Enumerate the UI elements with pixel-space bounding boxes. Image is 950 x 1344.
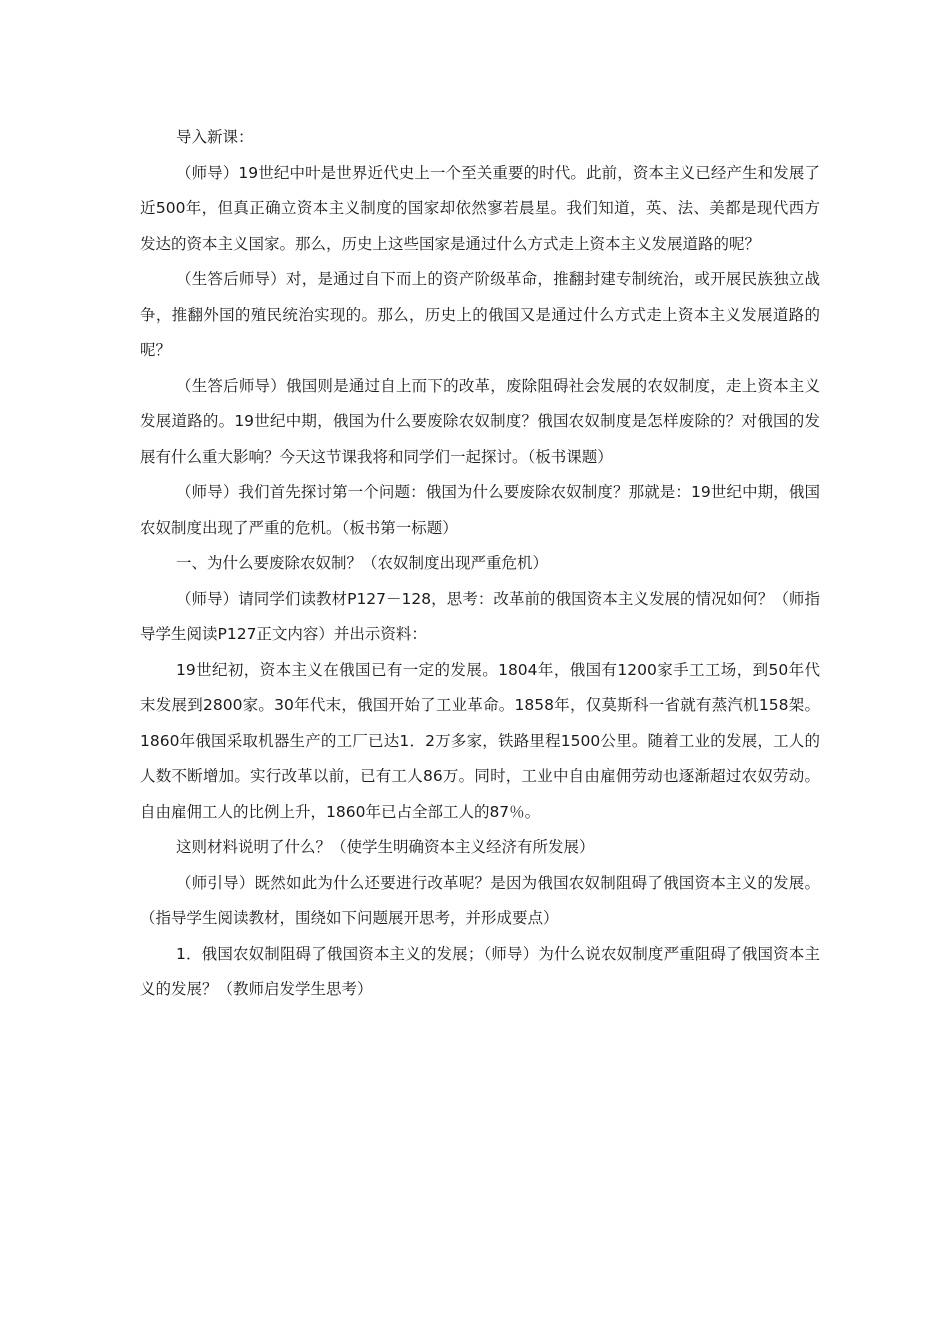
paragraph-material: 19世纪初，资本主义在俄国已有一定的发展。1804年，俄国有1200家手工工场，到50年代末发展到2800家。30年代末，俄国开始了工业革命。1858年，仅莫斯科一省就有蒸汽机158架。1860年俄国采取机器生产的工厂已达1．2万多家，铁路里程1500公里。随着工业的发展，工人的人数不断增加。实行改革以前，已有工人86万。同时，工业中自由雇佣劳动也逐渐超过农奴劳动。自由雇佣工人的比例上升，1860年已占全部工人的87％。 [140,660,820,821]
heading-intro: 导入新课： [176,128,254,146]
paragraph-teacher-intro: （师导）19世纪中叶是世界近代史上一个至关重要的时代。此前，资本主义已经产生和发展了近500年，但真正确立资本主义制度的国家却依然寥若晨星。我们知道，英、法、美都是现代西方发达的资本主义国家。那么，历史上这些国家是通过什么方式走上资本主义发展道路的呢？ [140,163,820,253]
paragraph-reading-task: （师导）请同学们读教材P127－128，思考：改革前的俄国资本主义发展的情况如何？（师指导学生阅读P127正文内容）并出示资料： [140,589,820,643]
paragraph-student-answer-2: （生答后师导）俄国则是通过自上而下的改革，废除阻碍社会发展的农奴制度，走上资本主义发展道路的。19世纪中期，俄国为什么要废除农奴制度？俄国农奴制度是怎样废除的？对俄国的发展有什么重大影响？今天这节课我将和同学们一起探讨。（板书课题） [140,376,820,466]
paragraph-teacher-guide: （师引导）既然如此为什么还要进行改革呢？是因为俄国农奴制阻碍了俄国资本主义的发展。（指导学生阅读教材，围绕如下问题展开思考，并形成要点） [140,873,820,927]
document-body [140,120,820,1008]
paragraph-point-1: 1．俄国农奴制阻碍了俄国资本主义的发展；（师导）为什么说农奴制度严重阻碍了俄国资本主义的发展？（教师启发学生思考） [140,944,820,998]
section-heading-1: 一、为什么要废除农奴制？（农奴制度出现严重危机） [176,554,549,572]
paragraph-first-question: （师导）我们首先探讨第一个问题：俄国为什么要废除农奴制度？那就是：19世纪中期，俄国农奴制度出现了严重的危机。（板书第一标题） [140,483,820,537]
paragraph-student-answer-1: （生答后师导）对，是通过自下而上的资产阶级革命，推翻封建专制统治，或开展民族独立战争，推翻外国的殖民统治实现的。那么，历史上的俄国又是通过什么方式走上资本主义发展道路的呢？ [140,270,820,359]
paragraph-material-question: 这则材料说明了什么？（使学生明确资本主义经济有所发展） [176,838,595,856]
